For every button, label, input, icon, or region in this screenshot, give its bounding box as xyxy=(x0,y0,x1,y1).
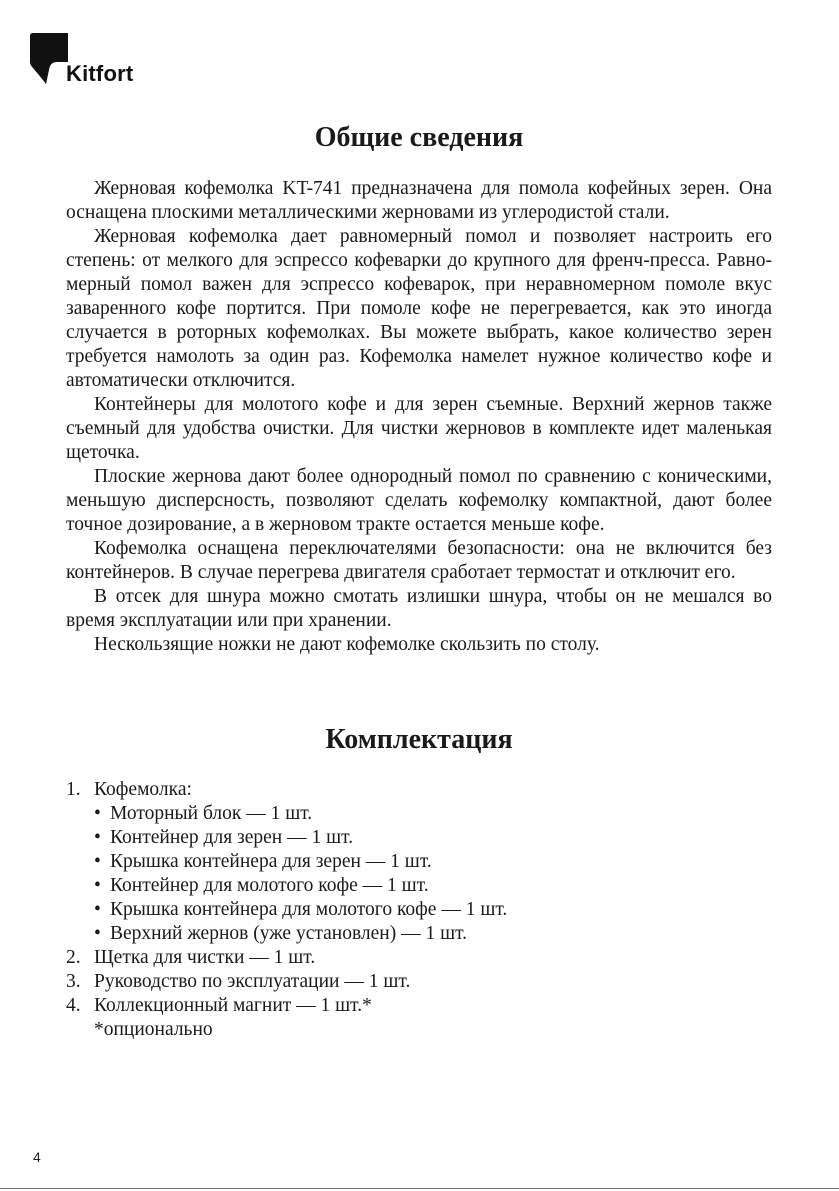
package-contents-list xyxy=(66,778,772,1042)
sub-list-item-text: Крышка контейнера для зерен — 1 шт. xyxy=(110,851,432,872)
sub-list-item-text: Моторный блок — 1 шт. xyxy=(110,803,313,824)
bullet-icon: • xyxy=(94,803,101,824)
list-item-number: 1. xyxy=(66,779,81,800)
list-item-text: Кофемолка: xyxy=(94,779,192,800)
list-item-text: Руководство по эксплуатации — 1 шт. xyxy=(94,971,411,992)
paragraph-line: Кофемолка оснащена переключателями безопасности: она не включится без xyxy=(94,538,772,559)
section-title-general: Общие сведения xyxy=(314,122,524,153)
page-number: 4 xyxy=(33,1149,41,1165)
sub-list-item-text: Контейнер для зерен — 1 шт. xyxy=(110,827,354,848)
paragraph-line: точное дозирование, а в жерновом тракте остается меньше кофе. xyxy=(66,514,605,535)
paragraph-line: степень: от мелкого для эспрессо кофеварки до крупного для френч-пресса. Равно- xyxy=(66,250,772,271)
bullet-icon: • xyxy=(94,851,101,872)
section-title-contents: Комплектация xyxy=(325,724,513,755)
sub-list-item xyxy=(66,802,772,826)
bullet-icon: • xyxy=(94,923,101,944)
sub-list-item xyxy=(66,874,772,898)
bottom-divider xyxy=(0,1188,839,1189)
list-item-text: Щетка для чистки — 1 шт. xyxy=(94,947,316,968)
list-item-text: Коллекционный магнит — 1 шт.* xyxy=(94,995,372,1016)
paragraph xyxy=(66,225,772,393)
list-item xyxy=(66,778,772,802)
paragraph-line: съемный для удобства очистки. Для чистки жерновов в комплекте идет маленькая xyxy=(66,418,772,439)
footnote: *опционально xyxy=(94,1019,213,1040)
bullet-icon: • xyxy=(94,899,101,920)
paragraph xyxy=(66,177,772,225)
sub-list-item xyxy=(66,826,772,850)
paragraph-line: Плоские жернова дают более однородный помол по сравнению с коническими, xyxy=(94,466,772,487)
list-item-number: 2. xyxy=(66,947,81,968)
paragraph-line: Контейнеры для молотого кофе и для зерен съемные. Верхний жернов также xyxy=(94,394,772,415)
paragraph-line: Жерновая кофемолка дает равномерный помол и позволяет настроить его xyxy=(94,226,772,247)
sub-list-item xyxy=(66,922,772,946)
paragraph xyxy=(66,633,772,657)
paragraph-line: контейнеров. В случае перегрева двигателя сработает термостат и отключит его. xyxy=(66,562,736,583)
paragraph xyxy=(66,537,772,585)
sub-list-item-text: Верхний жернов (уже установлен) — 1 шт. xyxy=(110,923,468,944)
list-item xyxy=(66,946,772,970)
list-item-number: 3. xyxy=(66,971,81,992)
paragraph-line: автоматически отключится. xyxy=(66,370,296,391)
paragraph-line: заваренного кофе портится. При помоле кофе не перегревается, как это иногда xyxy=(66,298,772,319)
paragraph-line: требуется намолоть за один раз. Кофемолка намелет нужное количество кофе и xyxy=(66,346,772,367)
sub-list-item xyxy=(66,898,772,922)
bullet-icon: • xyxy=(94,827,101,848)
paragraph-line: оснащена плоскими металлическими жерновами из углеродистой стали. xyxy=(66,202,670,223)
list-item-number: 4. xyxy=(66,995,81,1016)
brand-name: Kitfort xyxy=(66,61,134,86)
paragraph-line: щеточка. xyxy=(66,442,140,463)
paragraph xyxy=(66,465,772,537)
bullet-icon: • xyxy=(94,875,101,896)
paragraph xyxy=(66,585,772,633)
list-item xyxy=(66,994,772,1018)
list-item xyxy=(66,970,772,994)
paragraph-line: мерный помол важен для эспрессо кофеварок, при неравномерном помоле вкус xyxy=(66,274,772,295)
paragraph xyxy=(66,393,772,465)
paragraph-line: Жерновая кофемолка KT-741 предназначена для помола кофейных зерен. Она xyxy=(94,178,772,199)
paragraph-line: меньшую дисперсность, позволяют сделать кофемолку компактной, дают более xyxy=(66,490,772,511)
sub-list-item-text: Крышка контейнера для молотого кофе — 1 шт. xyxy=(110,899,508,920)
sub-list-item-text: Контейнер для молотого кофе — 1 шт. xyxy=(110,875,429,896)
general-info-section xyxy=(66,177,772,657)
sub-list-item xyxy=(66,850,772,874)
paragraph-line: время эксплуатации или при хранении. xyxy=(66,610,392,631)
paragraph-line: Нескользящие ножки не дают кофемолке скользить по столу. xyxy=(94,634,600,655)
paragraph-line: В отсек для шнура можно смотать излишки шнура, чтобы он не мешался во xyxy=(94,586,772,607)
paragraph-line: случается в роторных кофемолках. Вы можете выбрать, какое количество зерен xyxy=(66,322,772,343)
